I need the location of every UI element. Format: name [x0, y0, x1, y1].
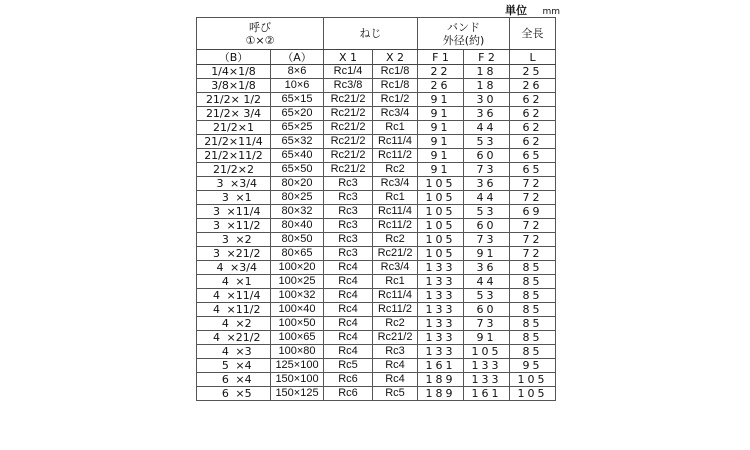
table-row [197, 233, 556, 247]
nominal-b-size: 21/2×2 [213, 163, 254, 176]
cell-nominal-a: 100×40 [271, 303, 324, 317]
table-row [197, 345, 556, 359]
table-body [197, 65, 556, 401]
cell-band-f2: 161 [464, 387, 510, 401]
cell-nominal-b [197, 191, 271, 205]
cell-band-f1: 189 [418, 373, 464, 387]
cell-band-f2: 36 [464, 107, 510, 121]
cell-length: 105 [510, 373, 556, 387]
header-row-sub [197, 50, 556, 65]
cell-nominal-a: 100×25 [271, 275, 324, 289]
cell-nominal-a: 80×40 [271, 219, 324, 233]
cell-nominal-a: 10×6 [271, 79, 324, 93]
cell-band-f1: 133 [418, 331, 464, 345]
table-row [197, 317, 556, 331]
cell-length: 105 [510, 387, 556, 401]
nominal-b-size: 1/4×1/8 [211, 65, 256, 78]
table-row [197, 275, 556, 289]
nominal-b-size: 21/2×1 [213, 121, 254, 134]
cell-band-f2: 91 [464, 247, 510, 261]
cell-nominal-a: 100×50 [271, 317, 324, 331]
cell-thread-x1: Rc21/2 [324, 135, 373, 149]
cell-thread-x1: Rc21/2 [324, 149, 373, 163]
cell-length: 95 [510, 359, 556, 373]
cell-band-f1: 105 [418, 205, 464, 219]
cell-band-f2: 60 [464, 149, 510, 163]
cell-thread-x2: Rc1 [373, 191, 418, 205]
header-thread: ねじ [324, 18, 418, 50]
nominal-b-size: 4 [213, 331, 221, 344]
subheader-b: （B） [197, 50, 271, 65]
cell-band-f2: 30 [464, 93, 510, 107]
cell-length: 25 [510, 65, 556, 79]
cell-nominal-a: 150×100 [271, 373, 324, 387]
cell-thread-x1: Rc21/2 [324, 163, 373, 177]
cell-length: 72 [510, 233, 556, 247]
cell-band-f1: 133 [418, 317, 464, 331]
nominal-b-size: 21/2×11/4 [204, 135, 263, 148]
cell-nominal-a: 100×65 [271, 331, 324, 345]
subheader-l: L [510, 50, 556, 65]
header-length: 全長 [510, 18, 556, 50]
cell-thread-x1: Rc3 [324, 233, 373, 247]
cell-band-f2: 18 [464, 79, 510, 93]
table-row [197, 93, 556, 107]
cell-length: 72 [510, 191, 556, 205]
table-row [197, 247, 556, 261]
cell-length: 72 [510, 177, 556, 191]
cell-thread-x2: Rc3/4 [373, 177, 418, 191]
cell-band-f2: 60 [464, 303, 510, 317]
nominal-b-branch: ×21/2 [226, 247, 261, 260]
table-row [197, 373, 556, 387]
cell-band-f2: 91 [464, 331, 510, 345]
cell-band-f1: 161 [418, 359, 464, 373]
nominal-b-branch: ×11/4 [226, 205, 261, 218]
cell-thread-x1: Rc1/4 [324, 65, 373, 79]
cell-band-f1: 26 [418, 79, 464, 93]
cell-band-f1: 91 [418, 107, 464, 121]
table-row [197, 65, 556, 79]
cell-thread-x2: Rc11/4 [373, 135, 418, 149]
cell-nominal-b [197, 275, 271, 289]
nominal-b-size: 4 [213, 289, 221, 302]
cell-nominal-a: 80×32 [271, 205, 324, 219]
table-row [197, 177, 556, 191]
cell-length: 69 [510, 205, 556, 219]
cell-thread-x2: Rc2 [373, 233, 418, 247]
cell-thread-x1: Rc3 [324, 191, 373, 205]
cell-thread-x1: Rc4 [324, 303, 373, 317]
cell-thread-x1: Rc3 [324, 219, 373, 233]
nominal-b-branch: ×11/2 [226, 303, 261, 316]
subheader-a: （A） [271, 50, 324, 65]
cell-thread-x2: Rc2 [373, 317, 418, 331]
cell-nominal-b [197, 261, 271, 275]
table-row [197, 163, 556, 177]
cell-nominal-a: 150×125 [271, 387, 324, 401]
table-row [197, 191, 556, 205]
nominal-b-branch: ×11/2 [226, 219, 261, 232]
cell-band-f1: 91 [418, 149, 464, 163]
nominal-b-branch: ×3/4 [230, 261, 257, 274]
cell-thread-x2: Rc11/4 [373, 289, 418, 303]
nominal-b-branch: ×2 [235, 317, 252, 330]
cell-length: 62 [510, 93, 556, 107]
cell-nominal-a: 65×20 [271, 107, 324, 121]
cell-nominal-a: 80×65 [271, 247, 324, 261]
header-row-main [197, 18, 556, 50]
cell-nominal-b [197, 289, 271, 303]
table-row [197, 261, 556, 275]
cell-nominal-a: 65×40 [271, 149, 324, 163]
cell-nominal-a: 125×100 [271, 359, 324, 373]
nominal-b-branch: ×1 [235, 275, 252, 288]
table-row [197, 135, 556, 149]
cell-band-f2: 133 [464, 373, 510, 387]
nominal-b-size: 4 [213, 303, 221, 316]
subheader-x2: X 2 [373, 50, 418, 65]
cell-thread-x1: Rc5 [324, 359, 373, 373]
cell-band-f2: 73 [464, 163, 510, 177]
cell-band-f2: 36 [464, 261, 510, 275]
header-nominal-line2: ①×② [245, 33, 275, 47]
cell-thread-x1: Rc4 [324, 317, 373, 331]
cell-band-f2: 44 [464, 191, 510, 205]
nominal-b-branch: ×3/4 [230, 177, 257, 190]
table-row [197, 107, 556, 121]
cell-band-f1: 189 [418, 387, 464, 401]
cell-band-f1: 22 [418, 65, 464, 79]
cell-thread-x1: Rc6 [324, 387, 373, 401]
cell-nominal-b [197, 359, 271, 373]
cell-band-f2: 53 [464, 135, 510, 149]
table-row [197, 121, 556, 135]
nominal-b-size: 6 [221, 387, 229, 400]
cell-nominal-b [197, 135, 271, 149]
cell-thread-x1: Rc4 [324, 345, 373, 359]
cell-thread-x1: Rc4 [324, 275, 373, 289]
cell-thread-x1: Rc4 [324, 261, 373, 275]
cell-nominal-b [197, 317, 271, 331]
cell-thread-x2: Rc3 [373, 345, 418, 359]
cell-thread-x2: Rc2 [373, 163, 418, 177]
nominal-b-size: 4 [216, 261, 224, 274]
cell-band-f2: 44 [464, 121, 510, 135]
nominal-b-branch: ×3 [235, 345, 252, 358]
cell-thread-x2: Rc21/2 [373, 331, 418, 345]
table-row [197, 331, 556, 345]
cell-thread-x2: Rc1/2 [373, 93, 418, 107]
cell-thread-x2: Rc21/2 [373, 247, 418, 261]
cell-band-f1: 133 [418, 275, 464, 289]
header-band [418, 18, 510, 50]
cell-band-f1: 105 [418, 233, 464, 247]
header-band-line2: 外径(約) [442, 33, 485, 47]
cell-length: 72 [510, 247, 556, 261]
cell-nominal-b [197, 247, 271, 261]
cell-band-f1: 105 [418, 219, 464, 233]
cell-band-f1: 91 [418, 135, 464, 149]
cell-thread-x1: Rc21/2 [324, 107, 373, 121]
cell-band-f1: 105 [418, 191, 464, 205]
table-row [197, 149, 556, 163]
cell-band-f2: 18 [464, 65, 510, 79]
cell-nominal-a: 100×20 [271, 261, 324, 275]
cell-thread-x1: Rc21/2 [324, 121, 373, 135]
subheader-f1: F 1 [418, 50, 464, 65]
cell-band-f1: 133 [418, 345, 464, 359]
cell-nominal-a: 100×80 [271, 345, 324, 359]
nominal-b-branch: ×5 [235, 387, 252, 400]
cell-nominal-a: 80×50 [271, 233, 324, 247]
table-row [197, 79, 556, 93]
nominal-b-branch: ×4 [235, 359, 252, 372]
cell-thread-x2: Rc3/4 [373, 107, 418, 121]
cell-length: 62 [510, 107, 556, 121]
cell-band-f1: 133 [418, 261, 464, 275]
nominal-b-size: 21/2× 3/4 [205, 107, 262, 120]
cell-thread-x1: Rc4 [324, 331, 373, 345]
subheader-x1: X 1 [324, 50, 373, 65]
cell-length: 65 [510, 149, 556, 163]
cell-length: 85 [510, 331, 556, 345]
cell-band-f2: 60 [464, 219, 510, 233]
cell-band-f1: 133 [418, 289, 464, 303]
cell-nominal-b [197, 65, 271, 79]
nominal-b-size: 6 [221, 373, 229, 386]
cell-thread-x2: Rc11/4 [373, 205, 418, 219]
nominal-b-branch: ×4 [235, 373, 252, 386]
table-row [197, 219, 556, 233]
cell-nominal-a: 100×32 [271, 289, 324, 303]
nominal-b-size: 3 [216, 177, 224, 190]
nominal-b-size: 4 [221, 317, 229, 330]
cell-band-f2: 73 [464, 233, 510, 247]
nominal-b-size: 3 [213, 205, 221, 218]
cell-thread-x2: Rc11/2 [373, 303, 418, 317]
cell-thread-x2: Rc11/2 [373, 219, 418, 233]
nominal-b-size: 4 [221, 275, 229, 288]
cell-band-f2: 44 [464, 275, 510, 289]
cell-band-f2: 105 [464, 345, 510, 359]
cell-nominal-a: 65×50 [271, 163, 324, 177]
cell-band-f2: 53 [464, 205, 510, 219]
cell-thread-x2: Rc5 [373, 387, 418, 401]
cell-nominal-b [197, 149, 271, 163]
cell-band-f2: 73 [464, 317, 510, 331]
cell-nominal-b [197, 387, 271, 401]
cell-length: 85 [510, 275, 556, 289]
header-nominal [197, 18, 324, 50]
cell-nominal-a: 65×15 [271, 93, 324, 107]
cell-length: 72 [510, 219, 556, 233]
nominal-b-size: 5 [221, 359, 229, 372]
spec-table [196, 17, 556, 401]
cell-band-f2: 133 [464, 359, 510, 373]
cell-thread-x1: Rc3 [324, 177, 373, 191]
cell-band-f1: 133 [418, 303, 464, 317]
cell-thread-x2: Rc4 [373, 359, 418, 373]
nominal-b-size: 21/2×11/2 [204, 149, 263, 162]
nominal-b-branch: ×1 [235, 191, 252, 204]
cell-thread-x2: Rc1/8 [373, 79, 418, 93]
cell-thread-x2: Rc11/2 [373, 149, 418, 163]
cell-band-f1: 91 [418, 163, 464, 177]
cell-thread-x1: Rc6 [324, 373, 373, 387]
table-row [197, 359, 556, 373]
nominal-b-size: 3/8×1/8 [211, 79, 256, 92]
cell-nominal-b [197, 205, 271, 219]
unit-value: mm [542, 7, 561, 17]
cell-nominal-b [197, 373, 271, 387]
cell-nominal-b [197, 163, 271, 177]
header-nominal-line1: 呼び [249, 20, 271, 34]
cell-thread-x1: Rc4 [324, 289, 373, 303]
cell-band-f2: 53 [464, 289, 510, 303]
cell-length: 62 [510, 121, 556, 135]
nominal-b-size: 4 [221, 345, 229, 358]
cell-nominal-b [197, 303, 271, 317]
nominal-b-size: 3 [221, 191, 229, 204]
nominal-b-size: 3 [221, 233, 229, 246]
cell-nominal-b [197, 79, 271, 93]
cell-thread-x2: Rc1 [373, 275, 418, 289]
cell-length: 85 [510, 261, 556, 275]
cell-nominal-a: 65×32 [271, 135, 324, 149]
cell-band-f1: 91 [418, 93, 464, 107]
subheader-f2: F 2 [464, 50, 510, 65]
cell-thread-x1: Rc21/2 [324, 93, 373, 107]
cell-nominal-a: 80×25 [271, 191, 324, 205]
cell-band-f2: 36 [464, 177, 510, 191]
unit-label [505, 2, 560, 18]
cell-thread-x2: Rc4 [373, 373, 418, 387]
table-row [197, 289, 556, 303]
cell-band-f1: 105 [418, 177, 464, 191]
cell-nominal-b [197, 93, 271, 107]
cell-length: 85 [510, 289, 556, 303]
table-row [197, 387, 556, 401]
nominal-b-size: 3 [213, 219, 221, 232]
cell-nominal-b [197, 345, 271, 359]
cell-thread-x2: Rc1 [373, 121, 418, 135]
cell-thread-x1: Rc3 [324, 247, 373, 261]
header-band-line1: バンド [447, 20, 481, 34]
cell-length: 26 [510, 79, 556, 93]
cell-nominal-b [197, 219, 271, 233]
cell-nominal-b [197, 331, 271, 345]
cell-length: 85 [510, 303, 556, 317]
cell-thread-x2: Rc3/4 [373, 261, 418, 275]
cell-length: 85 [510, 317, 556, 331]
cell-thread-x2: Rc1/8 [373, 65, 418, 79]
cell-length: 65 [510, 163, 556, 177]
nominal-b-size: 3 [213, 247, 221, 260]
cell-band-f1: 105 [418, 247, 464, 261]
nominal-b-branch: ×2 [235, 233, 252, 246]
table-row [197, 205, 556, 219]
cell-nominal-b [197, 121, 271, 135]
cell-length: 85 [510, 345, 556, 359]
cell-thread-x1: Rc3/8 [324, 79, 373, 93]
nominal-b-branch: ×21/2 [226, 331, 261, 344]
unit-caption: 単位 [505, 4, 527, 17]
cell-thread-x1: Rc3 [324, 205, 373, 219]
cell-length: 62 [510, 135, 556, 149]
cell-nominal-a: 8×6 [271, 65, 324, 79]
cell-nominal-b [197, 233, 271, 247]
nominal-b-branch: ×11/4 [226, 289, 261, 302]
cell-nominal-b [197, 177, 271, 191]
table-row [197, 303, 556, 317]
cell-nominal-b [197, 107, 271, 121]
cell-nominal-a: 65×25 [271, 121, 324, 135]
cell-nominal-a: 80×20 [271, 177, 324, 191]
cell-band-f1: 91 [418, 121, 464, 135]
nominal-b-size: 21/2× 1/2 [205, 93, 262, 106]
